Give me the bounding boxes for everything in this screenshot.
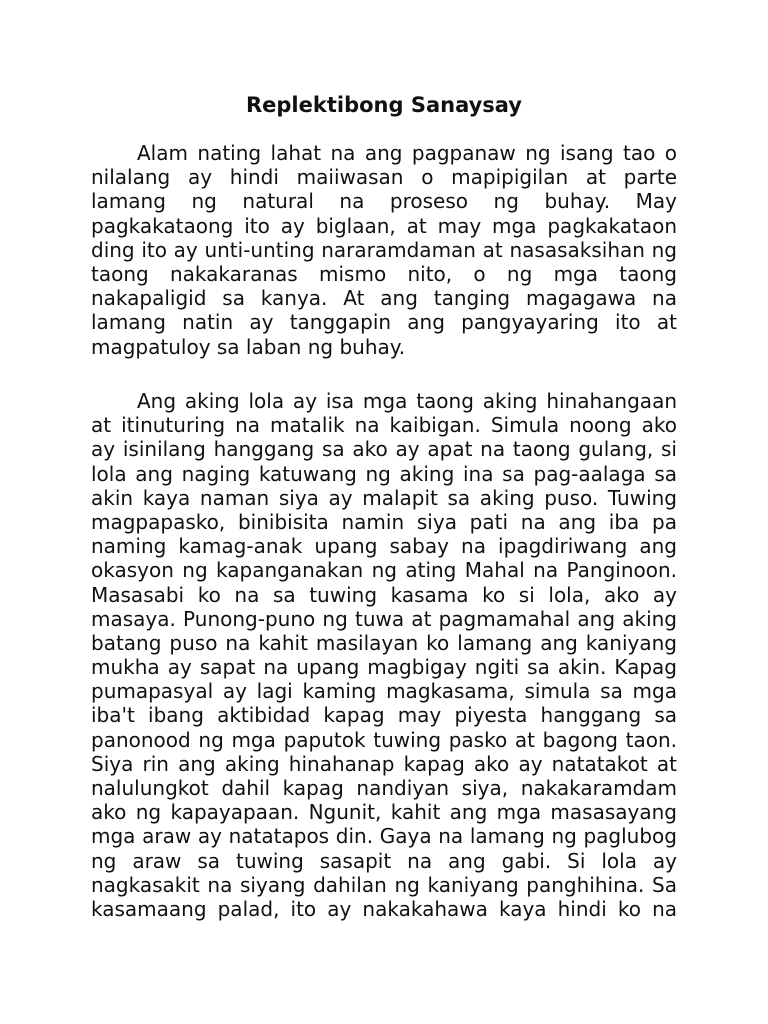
paragraph-line: kasamaang palad, ito ay nakakahawa kaya hindi ko na [91,896,677,921]
paragraph-line: ay isinilang hanggang sa ako ay apat na taong gulang, si [91,437,677,462]
paragraph-line: akin kaya naman siya ay malapit sa aking puso. Tuwing [91,485,677,510]
paragraph-line: lola ang naging katuwang ng aking ina sa pag-aalaga sa [91,461,677,486]
document-title: Replektibong Sanaysay [245,93,522,117]
paragraph-line: iba't ibang aktibidad kapag may piyesta hanggang sa [91,703,677,728]
paragraph-line: at itinuturing na matalik na kaibigan. Simula noong ako [91,413,677,438]
paragraph-line: Ang aking lola ay isa mga taong aking hinahangaan [137,389,677,413]
paragraph-line: ding ito ay unti-unting nararamdaman at nasasaksihan ng [91,237,677,262]
paragraph-line: nalulungkot dahil kapag nandiyan siya, nakakaramdam [91,776,677,800]
paragraph-line: pumapasyal ay lagi kaming magkasama, simula sa mga [91,679,677,704]
paragraph-line: nilalang ay hindi maiiwasan o mapipigilan at parte [91,165,677,190]
paragraph-line: mga araw ay natatapos din. Gaya na lamang ng paglubog [91,824,677,849]
paragraph-line: panonood ng mga paputok tuwing pasko at bagong taon. [91,727,677,752]
paragraph-line: Siya rin ang aking hinahanap kapag ako ay natatakot at [91,751,677,776]
paragraph-line: lamang natin ay tanggapin ang pangyayaring ito at [91,310,677,335]
paragraph-line: masaya. Punong-puno ng tuwa at pagmamahal ang aking [91,606,677,631]
paragraph-line: mukha ay sapat na upang magbigay ngiti sa akin. Kapag [91,655,677,680]
paragraph-2 [91,389,677,921]
paragraph-line: taong nakakaranas mismo nito, o ng mga taong [91,261,677,286]
paragraph-line: naming kamag-anak upang sabay na ipagdiriwang ang [91,534,677,559]
paragraph-line: pagkakataong ito ay biglaan, at may mga pagkakataon [91,213,677,238]
paragraph-line: okasyon ng kapanganakan ng ating Mahal na Panginoon. [91,558,677,583]
paragraph-line: magpatuloy sa laban ng buhay. [91,334,406,359]
paragraph-line: nagkasakit na siyang dahilan ng kaniyang panghihina. Sa [91,872,677,897]
paragraph-line: batang puso na kahit masilayan ko lamang ang kaniyang [91,630,677,655]
paragraph-line: Alam nating lahat na ang pagpanaw ng isang tao o [137,141,677,165]
paragraph-1 [91,141,677,359]
paragraph-line: lamang ng natural na proseso ng buhay. May [91,189,677,214]
paragraph-line: ng araw sa tuwing sasapit na ang gabi. Si lola ay [91,848,677,873]
paragraph-line: ako ng kapayapaan. Ngunit, kahit ang mga masasayang [91,800,677,825]
paragraph-line: Masasabi ko na sa tuwing kasama ko si lola, ako ay [91,582,677,607]
paragraph-line: nakapaligid sa kanya. At ang tanging magagawa na [91,286,677,311]
paragraph-line: magpapasko, binibisita namin siya pati na ang iba pa [91,509,677,534]
